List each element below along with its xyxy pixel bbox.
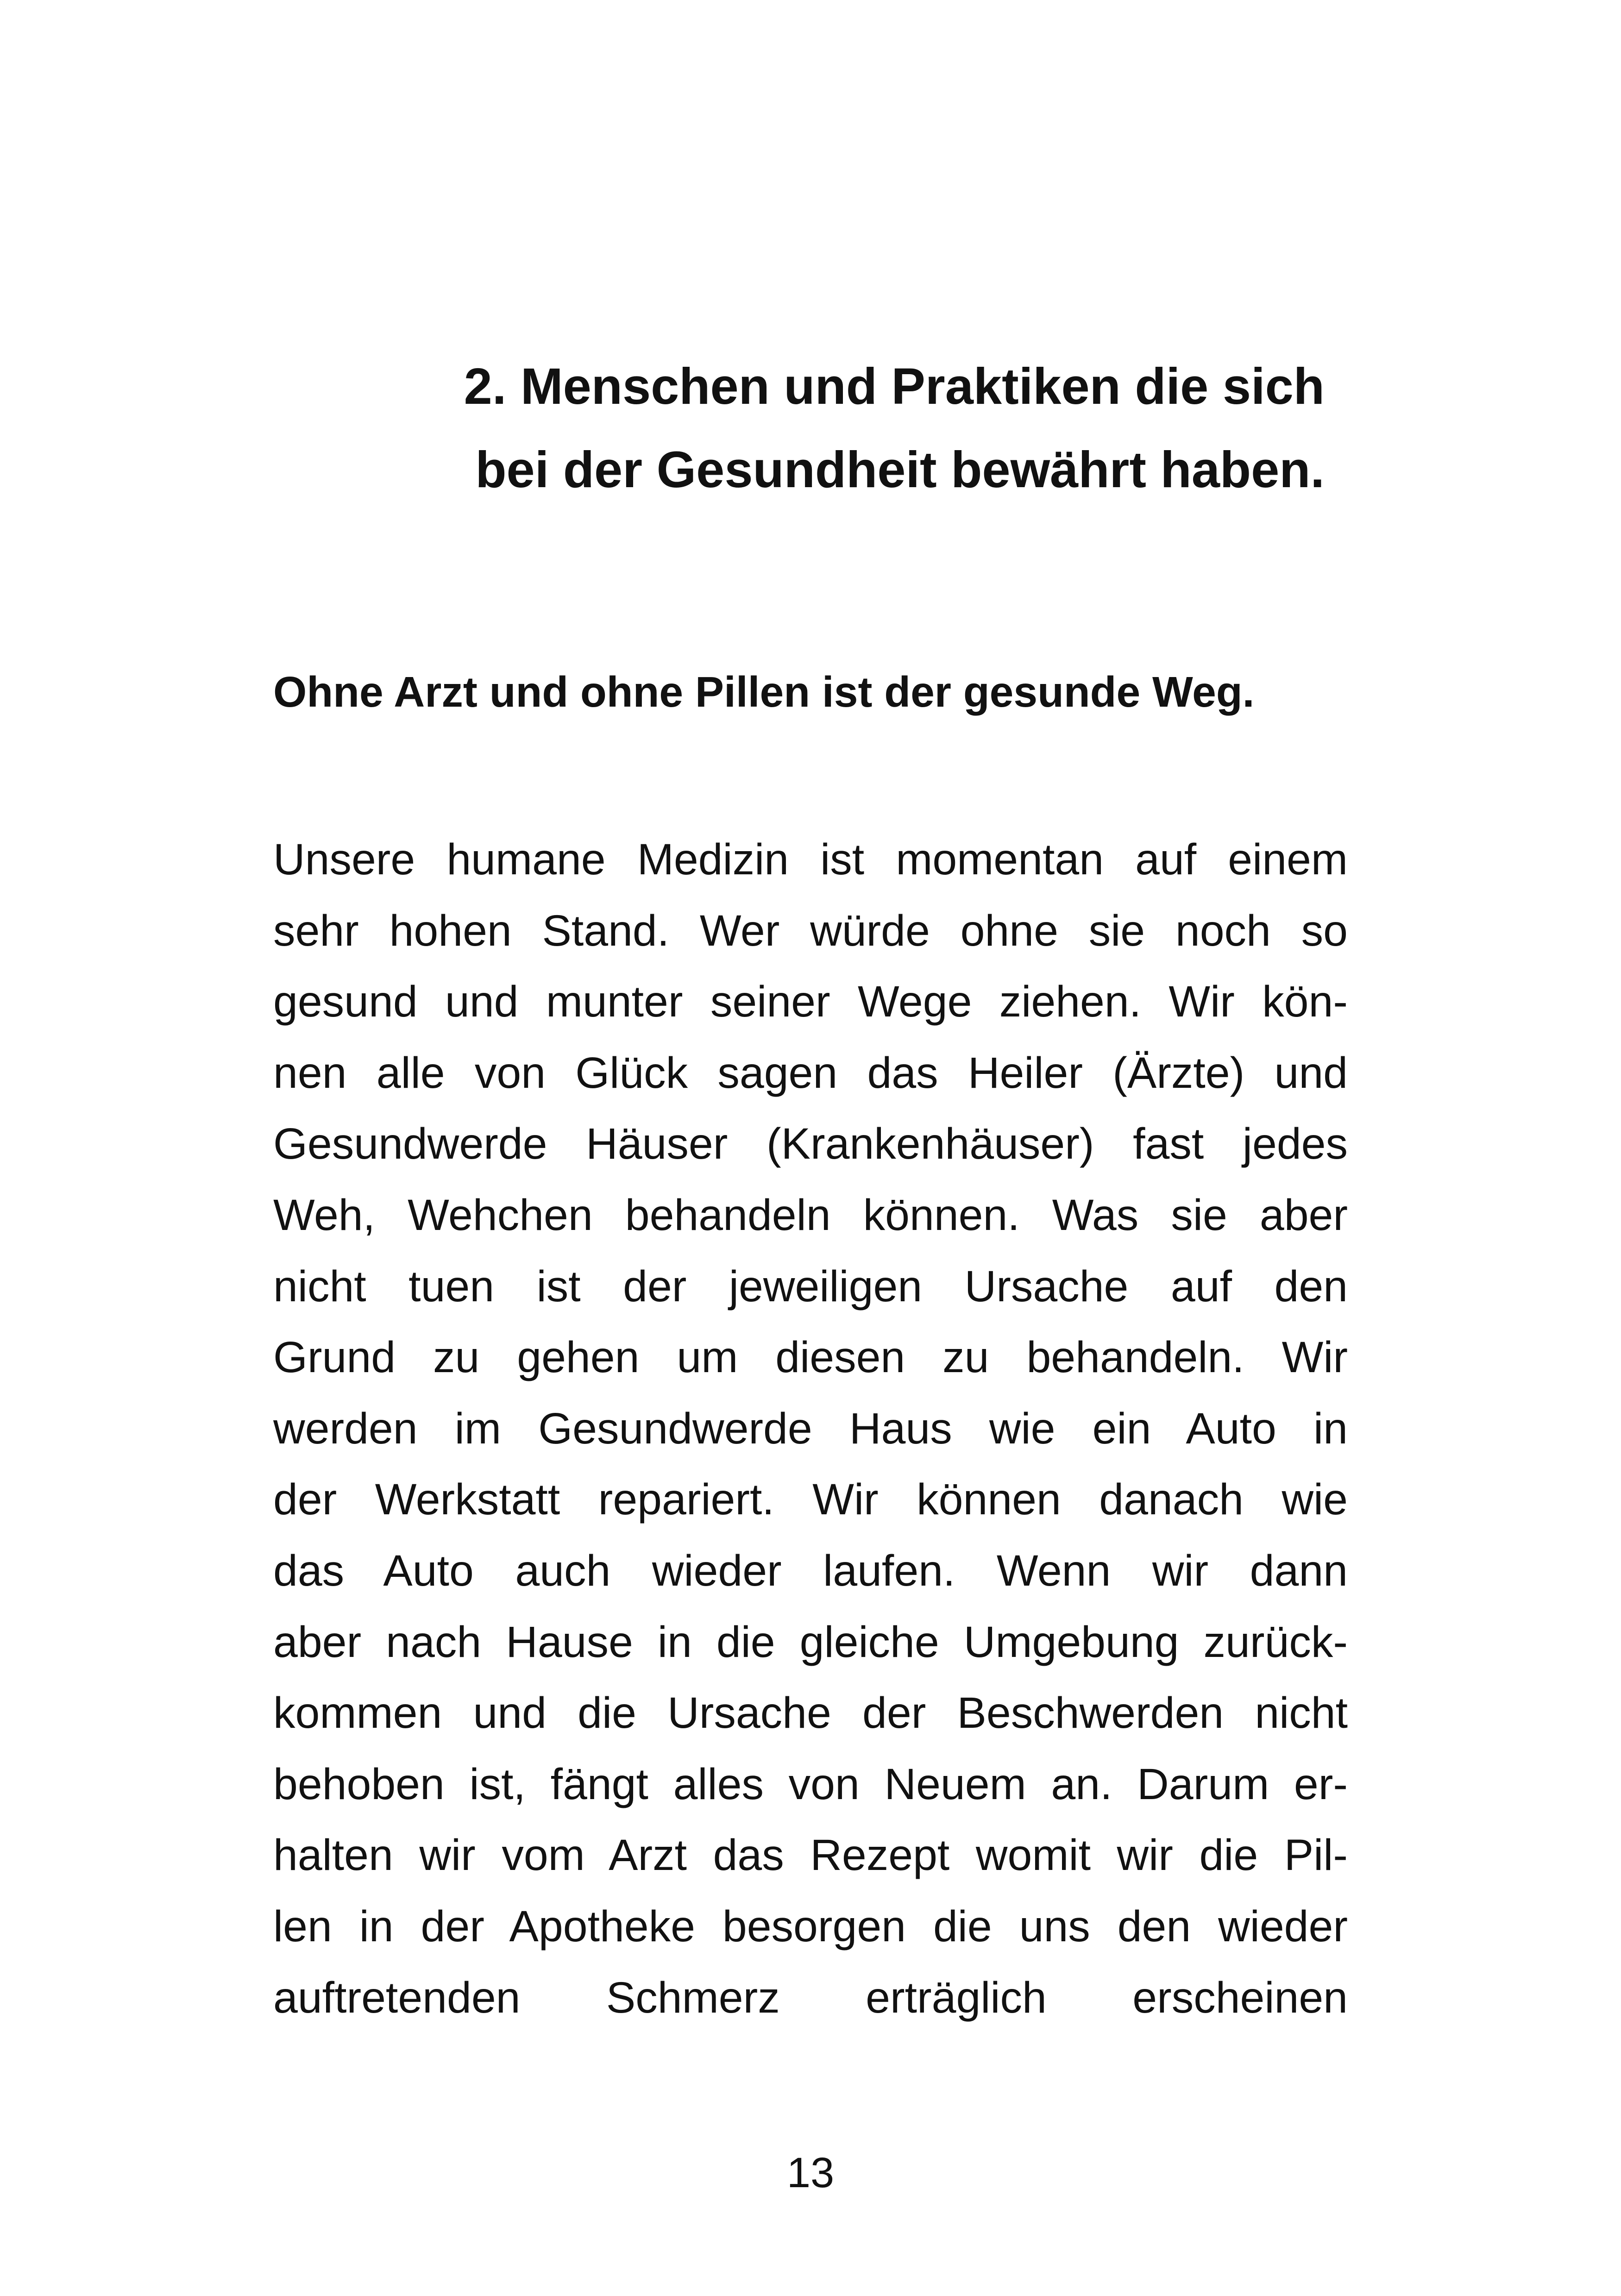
body-line: Grund zu gehen um diesen zu behandeln. Wir xyxy=(273,1333,1348,1382)
body-line: nen alle von Glück sagen das Heiler (Ärzte) und xyxy=(273,1048,1348,1098)
body-paragraph xyxy=(273,824,1348,2033)
body-line: auftretenden Schmerz erträglich erscheinen xyxy=(273,1973,1348,2022)
body-line: sehr hohen Stand. Wer würde ohne sie noch so xyxy=(273,906,1348,955)
body-line: halten wir vom Arzt das Rezept womit wir die Pil- xyxy=(273,1831,1348,1880)
body-line: nicht tuen ist der jeweiligen Ursache auf den xyxy=(273,1261,1348,1311)
body-line: Gesundwerde Häuser (Krankenhäuser) fast jedes xyxy=(273,1119,1348,1169)
chapter-title-line-1: 2. Menschen und Praktiken die sich xyxy=(464,358,1325,415)
body-line: behoben ist, fängt alles von Neuem an. Darum er- xyxy=(273,1759,1348,1809)
body-line: Unsere humane Medizin ist momentan auf einem xyxy=(273,835,1348,884)
body-line: Weh, Wehchen behandeln können. Was sie aber xyxy=(273,1190,1348,1240)
body-line: len in der Apotheke besorgen die uns den wieder xyxy=(273,1901,1348,1951)
chapter-title-line-2: bei der Gesundheit bewährt haben. xyxy=(475,441,1325,498)
page-number: 13 xyxy=(786,2149,835,2196)
body-line: der Werkstatt repariert. Wir können danach wie xyxy=(273,1475,1348,1524)
body-line: aber nach Hause in die gleiche Umgebung zurück- xyxy=(273,1617,1348,1667)
body-line: kommen und die Ursache der Beschwerden nicht xyxy=(273,1688,1348,1738)
body-line: das Auto auch wieder laufen. Wenn wir dann xyxy=(273,1546,1348,1595)
section-heading: Ohne Arzt und ohne Pillen ist der gesunde Weg. xyxy=(273,668,1255,716)
body-line: gesund und munter seiner Wege ziehen. Wir kön- xyxy=(273,977,1348,1027)
body-line: werden im Gesundwerde Haus wie ein Auto in xyxy=(273,1404,1348,1453)
